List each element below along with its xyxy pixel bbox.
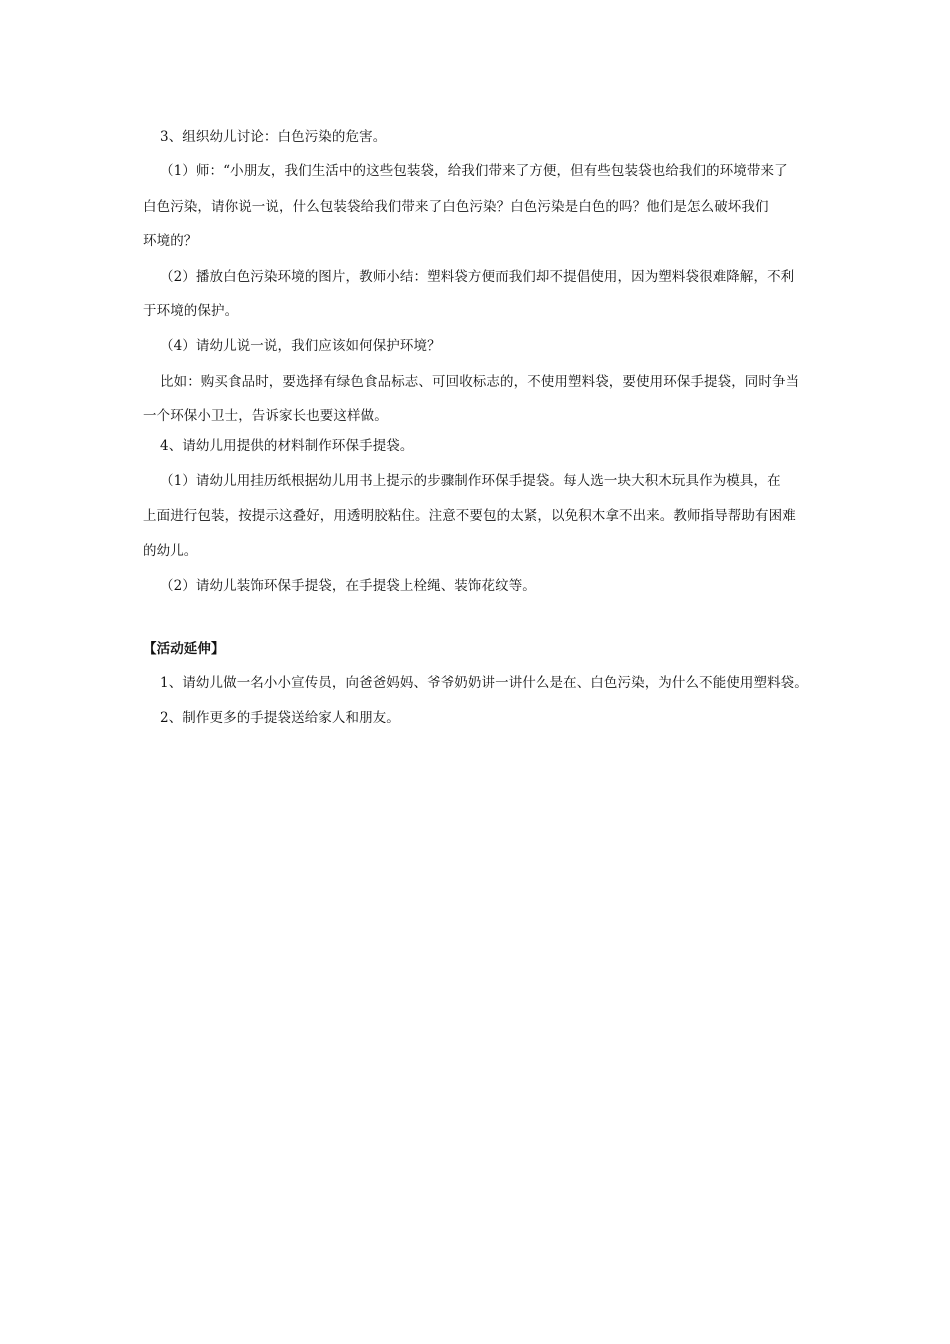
paragraph-line: 一个环保小卫士，告诉家长也要这样做。 xyxy=(143,408,388,424)
activity-extension-heading: 【活动延伸】 xyxy=(143,641,225,657)
paragraph-line: 上面进行包装，按提示这叠好，用透明胶粘住。注意不要包的太紧，以免积木拿不出来。教师指导帮助有困难 xyxy=(143,508,796,524)
paragraph-line: 的幼儿。 xyxy=(143,543,198,559)
paragraph-line: （1）师：“小朋友，我们生活中的这些包装袋，给我们带来了方便，但有些包装袋也给我们的环境带来了 xyxy=(160,163,788,179)
paragraph-line: （1）请幼儿用挂历纸根据幼儿用书上提示的步骤制作环保手提袋。每人选一块大积木玩具作为模具，在 xyxy=(160,473,781,489)
section-3-heading: 3、组织幼儿讨论：白色污染的危害。 xyxy=(160,129,387,145)
paragraph-line: 环境的？ xyxy=(143,233,198,249)
section-4-heading: 4、请幼儿用提供的材料制作环保手提袋。 xyxy=(160,438,414,454)
paragraph-line: （2）播放白色污染环境的图片，教师小结：塑料袋方便而我们却不提倡使用，因为塑料袋很难降解，不利 xyxy=(160,269,795,285)
paragraph-line: 于环境的保护。 xyxy=(143,303,239,319)
paragraph-line: 比如：购买食品时，要选择有绿色食品标志、可回收标志的，不使用塑料袋，要使用环保手提袋，同时争当 xyxy=(160,374,800,390)
extension-item: 2、制作更多的手提袋送给家人和朋友。 xyxy=(160,710,400,726)
paragraph-line: （4）请幼儿说一说，我们应该如何保护环境？ xyxy=(160,338,441,354)
paragraph-line: （2）请幼儿装饰环保手提袋，在手提袋上栓绳、装饰花纹等。 xyxy=(160,578,536,594)
paragraph-line: 白色污染，请你说一说，什么包装袋给我们带来了白色污染？白色污染是白色的吗？他们是怎么破坏我们 xyxy=(143,199,769,215)
extension-item: 1、请幼儿做一名小小宣传员，向爸爸妈妈、爷爷奶奶讲一讲什么是在、白色污染，为什么不能使用塑料袋。 xyxy=(160,675,808,691)
